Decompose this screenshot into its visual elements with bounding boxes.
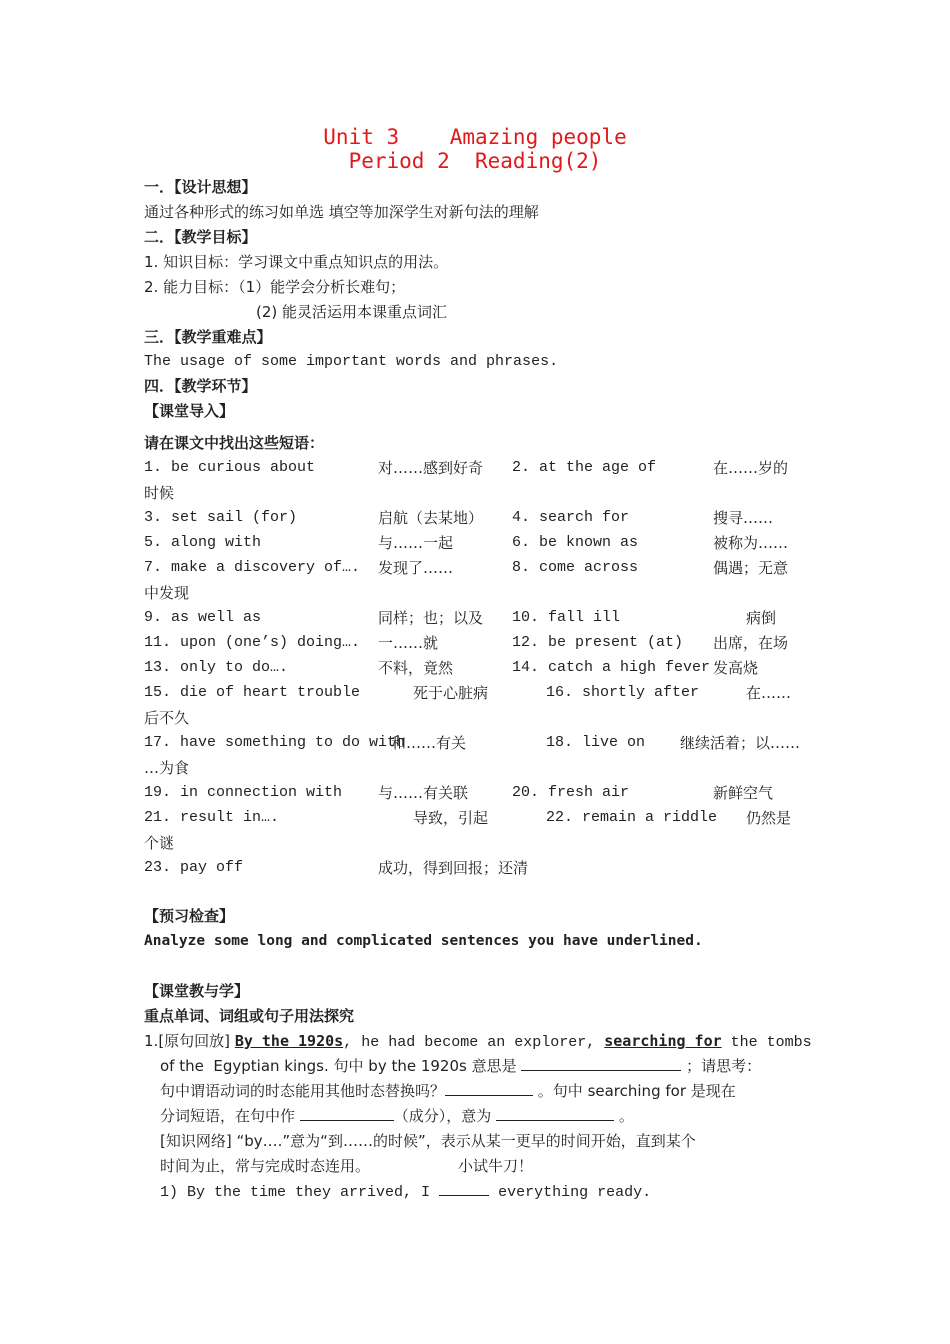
- phrase-en: 9. as well as: [144, 609, 262, 626]
- section-heading-difficulties: 三．【教学重难点】: [144, 328, 272, 346]
- phrase-en: 14. catch a high fever: [512, 659, 711, 676]
- phrase-zh: 发高烧: [713, 659, 759, 677]
- practice-label: 小试牛刀！: [458, 1157, 534, 1175]
- phrase-zh: 启航（去某地）: [378, 509, 484, 527]
- answer-blank[interactable]: [496, 1106, 614, 1121]
- goal-item-knowledge: 1. 知识目标：学习课文中重点知识点的用法。: [144, 253, 449, 271]
- phrase-en: 13. only to do….: [144, 659, 289, 676]
- sentence-part: 时间为止，常与完成时态连用。: [160, 1157, 371, 1175]
- unit-title: Unit 3 Amazing people: [323, 125, 627, 149]
- sentence-part: 。: [618, 1107, 634, 1125]
- phrase-en: 17. have something to do with: [144, 734, 406, 751]
- phrase-zh: 出席，在场: [713, 634, 789, 652]
- sentence-part: 句中谓语动词的时态能用其他时态替换吗？: [160, 1082, 446, 1100]
- phrase-en: 2. at the age of: [512, 459, 657, 476]
- phrase-en: 1. be curious about: [144, 459, 316, 476]
- question-1-line-2: [160, 1056, 761, 1076]
- phrase-en: 3. set sail (for): [144, 509, 298, 526]
- preview-heading: 【预习检查】: [144, 907, 235, 925]
- sentence-part: 。句中 searching for 是现在: [537, 1082, 736, 1100]
- question-1-line-6: [160, 1156, 533, 1176]
- design-text: 通过各种形式的练习如单选 填空等加深学生对新句法的理解: [144, 203, 539, 221]
- section-heading-design: 一．【设计思想】: [144, 178, 257, 196]
- phrase-zh: 成功，得到回报；还清: [378, 859, 529, 877]
- sentence-part: the tombs: [721, 1034, 812, 1051]
- phrase-en: 5. along with: [144, 534, 262, 551]
- key-usage-heading: 重点单词、词组或句子用法探究: [144, 1007, 355, 1025]
- question-1-line-1: [144, 1031, 812, 1053]
- sentence-part: , he had become an explorer,: [343, 1034, 605, 1051]
- sentence-part: ；请思考：: [686, 1057, 762, 1075]
- period-title: Period 2 Reading(2): [348, 149, 602, 173]
- phrase-zh: 一……就: [378, 634, 439, 652]
- phrase-en: 11. upon (one’s) doing….: [144, 634, 361, 651]
- find-phrases-instruction: 请在课文中找出这些短语：: [144, 434, 325, 452]
- preview-text: Analyze some long and complicated sentences you have underlined.: [144, 933, 703, 949]
- phrase-zh: 病倒: [746, 609, 777, 627]
- phrase-en: 15. die of heart trouble: [144, 684, 361, 701]
- answer-blank[interactable]: [439, 1181, 489, 1196]
- goal-item-ability: 2. 能力目标：（1）能学会分析长难句；: [144, 278, 406, 296]
- underlined-phrase-by-1920s: By the 1920s: [234, 1032, 344, 1050]
- phrase-zh: 发现了……: [378, 559, 454, 577]
- phrase-zh: 偶遇；无意: [713, 559, 789, 577]
- answer-blank[interactable]: [445, 1081, 533, 1096]
- phrase-en: 20. fresh air: [512, 784, 630, 801]
- phrase-zh: 仍然是: [746, 809, 792, 827]
- question-1-line-4: [160, 1106, 634, 1126]
- sentence-part: 1) By the time they arrived, I: [160, 1184, 431, 1201]
- phrase-en: 16. shortly after: [546, 684, 700, 701]
- phrase-zh: 和……有关: [391, 734, 467, 752]
- sentence-part: everything ready.: [498, 1184, 652, 1201]
- sentence-part: 分词短语，在句中作: [160, 1107, 296, 1125]
- phrase-en: 8. come across: [512, 559, 639, 576]
- phrase-zh: 被称为……: [713, 534, 789, 552]
- phrase-zh-wrap: …为食: [144, 759, 190, 777]
- phrase-en: 18. live on: [546, 734, 646, 751]
- phrase-zh: 与……有关联: [378, 784, 469, 802]
- answer-blank[interactable]: [300, 1106, 394, 1121]
- phrase-en: 21. result in….: [144, 809, 280, 826]
- question-number: 1.: [144, 1032, 159, 1050]
- sentence-part: of the Egyptian kings. 句中 by the 1920s 意思是: [160, 1057, 517, 1075]
- phrase-zh: 同样；也；以及: [378, 609, 484, 627]
- phrase-zh-wrap: 后不久: [144, 709, 190, 727]
- question-1-line-3: [160, 1081, 736, 1101]
- phrase-zh-wrap: 时候: [144, 484, 175, 502]
- phrase-en: 23. pay off: [144, 859, 244, 876]
- phrase-zh: 搜寻……: [713, 509, 774, 527]
- phrase-zh: 死于心脏病: [413, 684, 489, 702]
- phrase-en: 12. be present (at): [512, 634, 684, 651]
- phrase-zh: 在……: [746, 684, 792, 702]
- phrase-zh: 与……一起: [378, 534, 454, 552]
- phrase-zh: 在……岁的: [713, 459, 789, 477]
- section-heading-goals: 二．【教学目标】: [144, 228, 257, 246]
- underlined-phrase-searching-for: searching for: [604, 1032, 722, 1050]
- phrase-zh: 继续活着；以……: [680, 734, 801, 752]
- teach-heading: 【课堂教与学】: [144, 982, 250, 1000]
- phrase-en: 7. make a discovery of….: [144, 559, 361, 576]
- phrase-zh: 不料，竟然: [378, 659, 454, 677]
- answer-blank[interactable]: [521, 1056, 681, 1071]
- sentence-part: （成分），意为: [393, 1107, 492, 1125]
- goal-item-ability-2: (2) 能灵活运用本课重点词汇: [256, 303, 448, 321]
- phrase-en: 6. be known as: [512, 534, 639, 551]
- section-heading-steps: 四．【教学环节】: [144, 377, 257, 395]
- phrase-zh-wrap: 个谜: [144, 834, 175, 852]
- original-sentence-tag: [原句回放]: [158, 1032, 231, 1050]
- knowledge-network: [知识网络] “by….”意为“到……的时候”，表示从某一更早的时间开始，直到某个: [160, 1132, 696, 1150]
- difficulties-text: The usage of some important words and phrases.: [144, 353, 559, 370]
- phrase-zh: 对……感到好奇: [378, 459, 484, 477]
- phrase-en: 19. in connection with: [144, 784, 343, 801]
- phrase-zh: 新鲜空气: [713, 784, 774, 802]
- phrase-en: 22. remain a riddle: [546, 809, 718, 826]
- intro-heading: 【课堂导入】: [144, 402, 235, 420]
- phrase-en: 4. search for: [512, 509, 630, 526]
- practice-item-1: [160, 1181, 651, 1203]
- phrase-en: 10. fall ill: [512, 609, 621, 626]
- phrase-zh: 导致，引起: [413, 809, 489, 827]
- phrase-zh-wrap: 中发现: [144, 584, 190, 602]
